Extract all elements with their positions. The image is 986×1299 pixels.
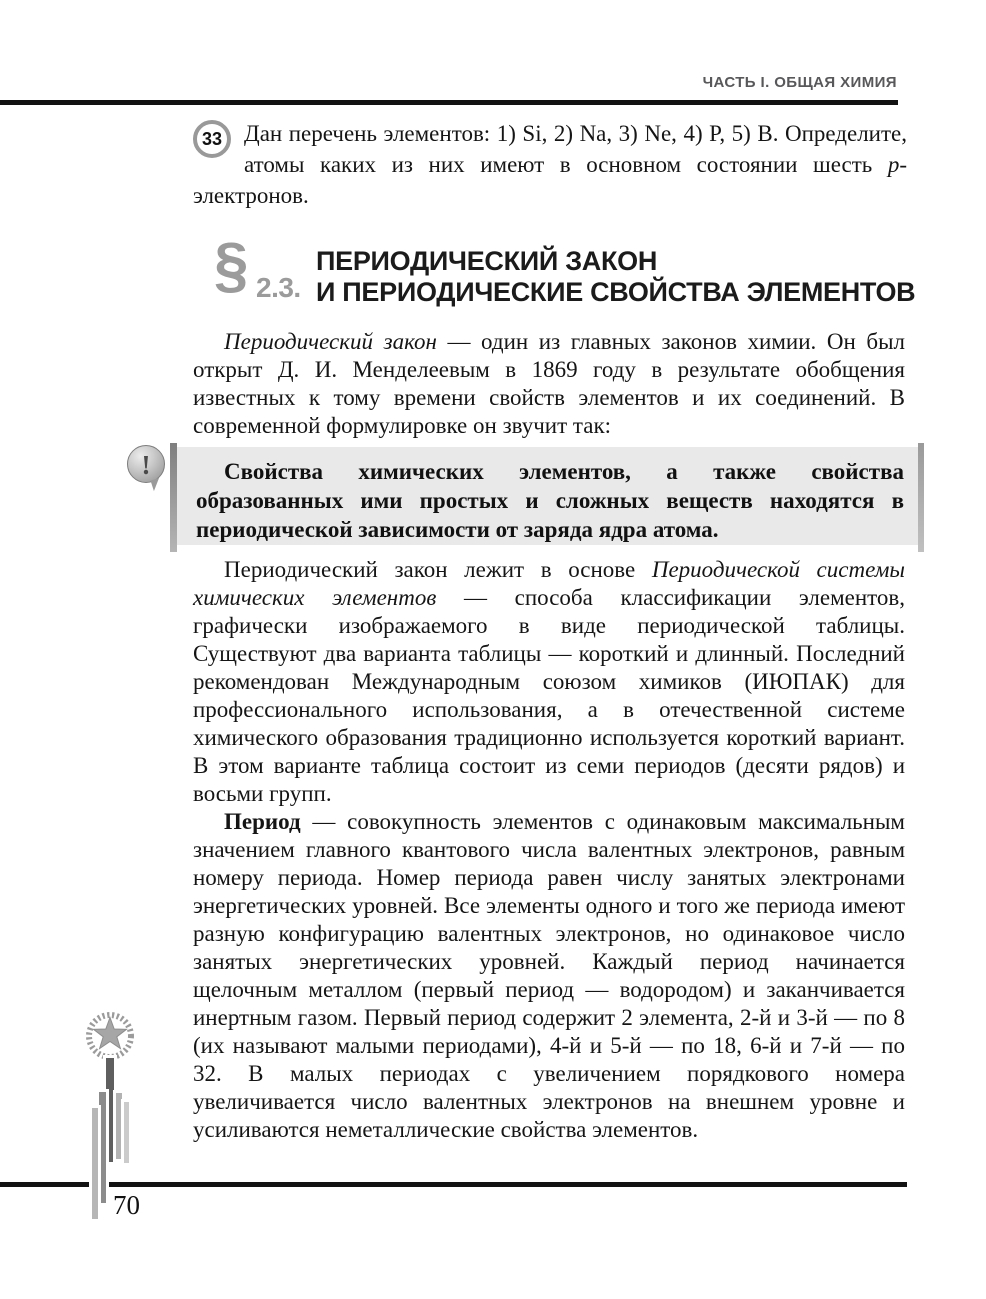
p2-text: — способа классификации элементов, графически изображаемого в виде периодической таблицы. Существуют два варианта таблицы — короткий и длинный. Последний рекомендован Международным союзом химиков (ИЮПАК) для профессионального использования, а в отечественной системе химического образования традиционно используется короткий вариант. В этом варианте таблица состоит из семи периодов (десяти рядов) и восьми групп. [193, 585, 906, 806]
note-right-bar [918, 443, 924, 552]
section-title-line2: И ПЕРИОДИЧЕСКИЕ СВОЙСТВА ЭЛЕМЕНТОВ [316, 277, 916, 307]
paragraph-period-definition [193, 808, 905, 1144]
important-note-text: Свойства химических элементов, а также свойства образованных ими простых и сложных веществ находятся в периодической зависимости от заряда ядра атома. [196, 459, 904, 542]
exercise-text: Дан перечень элементов: 1) Si, 2) Na, 3) Ne, 4) P, 5) B. Определите, атомы каких из них имеют в основном состоянии шесть [244, 121, 907, 177]
important-note-box [177, 447, 918, 545]
exercise-block [193, 118, 907, 211]
section-title [316, 246, 916, 308]
note-left-bar [170, 443, 177, 552]
paragraph-periodic-law [193, 328, 905, 440]
main-text-flow [193, 556, 905, 1144]
decorative-bar [106, 1058, 114, 1162]
exercise-text-end: -электронов. [193, 152, 907, 208]
p1-italic-lead: Периодический закон [224, 329, 437, 354]
exclamation-bubble-icon: ! [127, 445, 165, 483]
star-wreath-icon [84, 1009, 136, 1061]
section-number: 2.3. [256, 272, 301, 303]
section-title-line1: ПЕРИОДИЧЕСКИЙ ЗАКОН [316, 246, 658, 276]
decorative-bar [124, 1102, 129, 1163]
header-rule [0, 100, 898, 105]
p3-bold-term: Период [224, 809, 301, 834]
decorative-bar [116, 1093, 122, 1159]
decorative-bar [99, 1092, 106, 1203]
exercise-number-badge: 33 [193, 120, 231, 158]
footer-rule [0, 1182, 907, 1187]
p3-text: — совокупность элементов с одинаковым максимальным значением главного квантового числа валентных электронов, равным номеру периода. Номер периода равен числу занятых электронами энергетических уровней. Все элементы одного и того же периода имеют разную конфигурацию валентных электронов, но одинаковое число занятых энергетических уровней. Каждый период начинается щелочным металлом (первый период — водородом) и заканчивается инертным газом. Первый период содержит 2 элемента, 2-й и 3-й — по 8 (их называют малыми периодами), 4-й и 5-й — по 18, 6-й и 7-й — по 32. В малых периодах с увеличением порядкового номера увеличивается число валентных электронов на внешнем уровне и усиливаются неметаллические свойства элементов. [193, 809, 905, 1142]
decorative-bar [92, 1108, 98, 1219]
running-header: ЧАСТЬ I. ОБЩАЯ ХИМИЯ [702, 74, 897, 91]
p1-text: — один из главных законов химии. Он был открыт Д. И. Менделеевым в 1869 году в результате обобщения известных к тому времени свойств элементов и их соединений. В современной формулировке он звучит так: [193, 329, 905, 438]
section-paragraph-icon: § [214, 231, 249, 300]
p2-italic-term: Периодической системы химических элементов [193, 557, 905, 610]
exercise-variable: p [887, 152, 900, 177]
paragraph-periodic-table [193, 556, 905, 808]
p2-lead: Периодический закон лежит в основе [224, 557, 652, 582]
page-number: 70 [113, 1190, 140, 1220]
